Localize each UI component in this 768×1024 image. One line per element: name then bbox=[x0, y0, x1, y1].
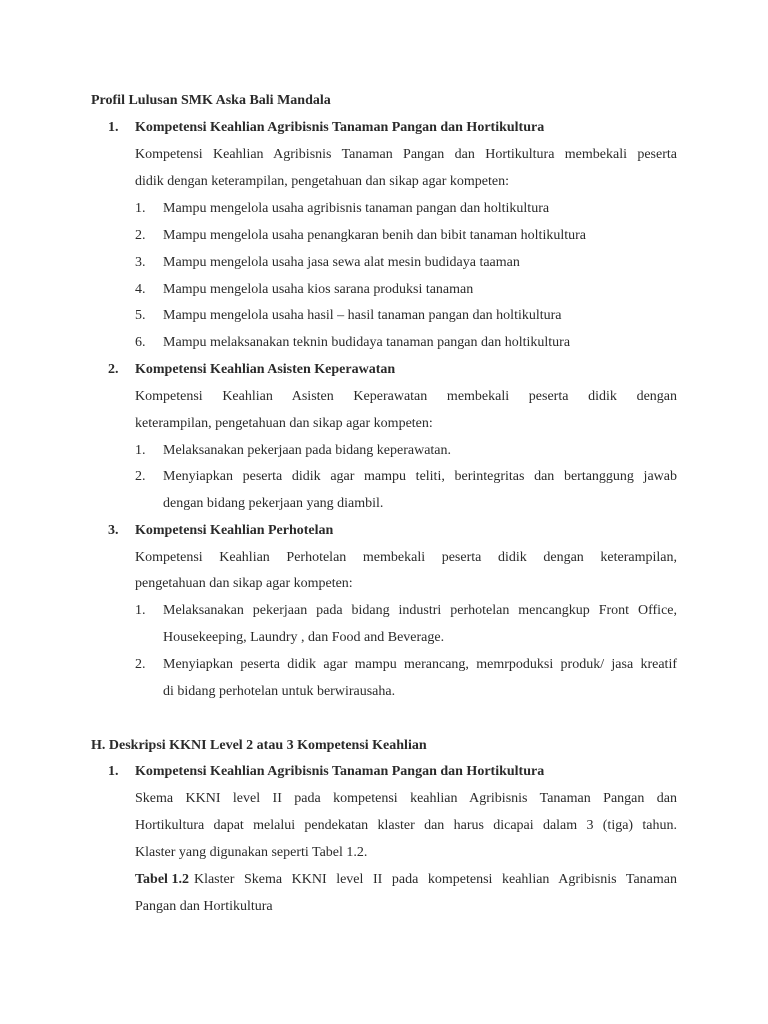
section-1-number: 1. bbox=[108, 120, 119, 135]
kkni-section-heading: Kompetensi Keahlian Agribisnis Tanaman Pangan dan Hortikultura bbox=[135, 764, 545, 779]
list-item-continuation: Housekeeping, Laundry , dan Food and Beverage. bbox=[163, 630, 445, 645]
list-item-number: 1. bbox=[135, 443, 146, 458]
section-2-heading: Kompetensi Keahlian Asisten Keperawatan bbox=[135, 362, 396, 377]
section-3-description-line: Kompetensi Keahlian Perhotelan membekali peserta didik dengan keterampilan, bbox=[135, 550, 677, 565]
table-caption bbox=[135, 871, 677, 889]
section-2-description-line: Kompetensi Keahlian Asisten Keperawatan membekali peserta didik dengan bbox=[135, 389, 677, 404]
list-item: Menyiapkan peserta didik agar mampu teliti, berintegritas dan bertanggung jawab bbox=[163, 469, 677, 484]
list-item-number: 2. bbox=[135, 469, 146, 484]
table-caption-label: Tabel 1.2 bbox=[135, 872, 189, 887]
profil-title: Profil Lulusan SMK Aska Bali Mandala bbox=[91, 93, 331, 108]
list-item-number: 3. bbox=[135, 255, 146, 270]
list-item: Melaksanakan pekerjaan pada bidang keperawatan. bbox=[163, 443, 452, 458]
list-item-number: 1. bbox=[135, 201, 146, 216]
list-item-continuation: dengan bidang pekerjaan yang diambil. bbox=[163, 496, 384, 511]
list-item-number: 2. bbox=[135, 657, 146, 672]
list-item-number: 2. bbox=[135, 228, 146, 243]
list-item: Mampu mengelola usaha penangkaran benih dan bibit tanaman holtikultura bbox=[163, 228, 586, 243]
list-item-number: 1. bbox=[135, 603, 146, 618]
list-item: Melaksanakan pekerjaan pada bidang industri perhotelan mencangkup Front Office, bbox=[163, 603, 677, 618]
section-3-description-line: pengetahuan dan sikap agar kompeten: bbox=[135, 576, 353, 591]
section-2-description-line: keterampilan, pengetahuan dan sikap agar kompeten: bbox=[135, 416, 433, 431]
kkni-description-line: Klaster yang digunakan seperti Tabel 1.2. bbox=[135, 845, 368, 860]
list-item-number: 6. bbox=[135, 335, 146, 350]
list-item: Mampu mengelola usaha jasa sewa alat mesin budidaya taaman bbox=[163, 255, 520, 270]
kkni-section-number: 1. bbox=[108, 764, 119, 779]
list-item: Mampu melaksanakan teknin budidaya tanaman pangan dan holtikultura bbox=[163, 335, 571, 350]
kkni-title: H. Deskripsi KKNI Level 2 atau 3 Kompetensi Keahlian bbox=[91, 738, 427, 753]
list-item: Mampu mengelola usaha kios sarana produksi tanaman bbox=[163, 282, 474, 297]
section-3-number: 3. bbox=[108, 523, 119, 538]
section-1-heading: Kompetensi Keahlian Agribisnis Tanaman Pangan dan Hortikultura bbox=[135, 120, 545, 135]
kkni-description-line: Hortikultura dapat melalui pendekatan klaster dan harus dicapai dalam 3 (tiga) tahun. bbox=[135, 818, 677, 833]
list-item: Mampu mengelola usaha agribisnis tanaman pangan dan holtikultura bbox=[163, 201, 550, 216]
table-caption-text: Klaster Skema KKNI level II pada kompetensi keahlian Agribisnis Tanaman bbox=[193, 872, 677, 887]
section-1-description-line: didik dengan keterampilan, pengetahuan dan sikap agar kompeten: bbox=[135, 174, 509, 189]
section-2-number: 2. bbox=[108, 362, 119, 377]
list-item: Mampu mengelola usaha hasil – hasil tanaman pangan dan holtikultura bbox=[163, 308, 562, 323]
kkni-description-line: Skema KKNI level II pada kompetensi keahlian Agribisnis Tanaman Pangan dan bbox=[135, 791, 677, 806]
list-item-number: 4. bbox=[135, 282, 146, 297]
list-item-number: 5. bbox=[135, 308, 146, 323]
list-item: Menyiapkan peserta didik agar mampu merancang, memrpoduksi produk/ jasa kreatif bbox=[163, 657, 677, 672]
section-1-description-line: Kompetensi Keahlian Agribisnis Tanaman Pangan dan Hortikultura membekali peserta bbox=[135, 147, 677, 162]
section-3-heading: Kompetensi Keahlian Perhotelan bbox=[135, 523, 334, 538]
list-item-continuation: di bidang perhotelan untuk berwirausaha. bbox=[163, 684, 396, 699]
table-caption-continuation: Pangan dan Hortikultura bbox=[135, 899, 273, 914]
